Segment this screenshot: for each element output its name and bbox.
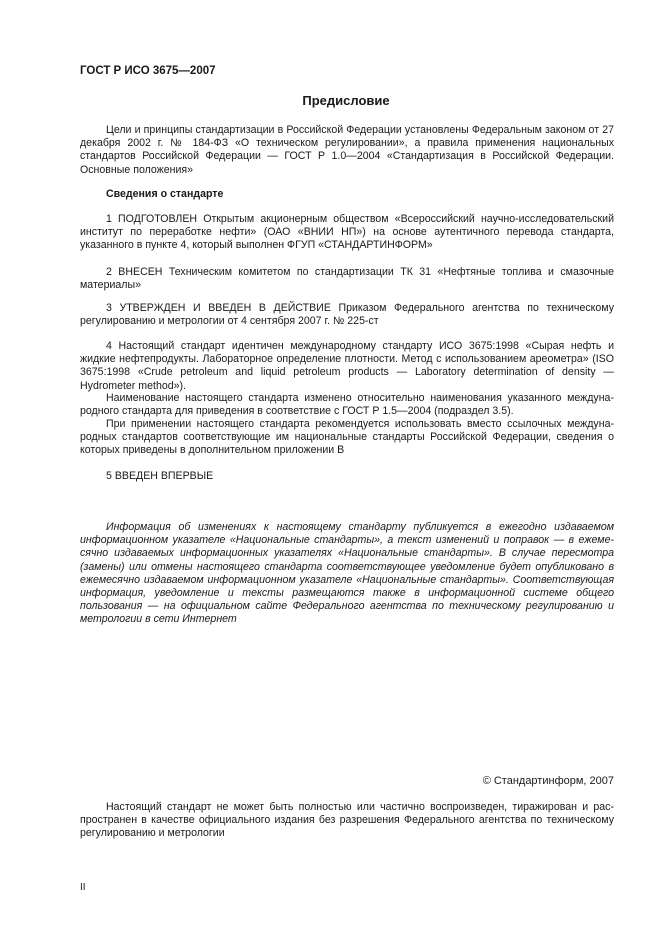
item-4-note-name: Наименование настоящего стандарта изменено относительно наименования указанного международного стандарта для приведения в соответствие с ГОСТ Р 1.5—2004 (подраздел 3.5). [80, 392, 614, 418]
item-4-note-references: При применении настоящего стандарта рекомендуется использовать вместо ссылочных международных стандартов соответствующие им национальные стандарты Российской Федерации, сведения о которых приведены в дополнительном приложении В [80, 418, 614, 457]
page-number: II [80, 882, 86, 893]
changes-notice: Информация об изменениях к настоящему стандарту публикуется в ежегодно издаваемом информационном указателе «Национальные стандарты», а текст изменений и поправок — в ежемесячно издаваемых информационных указателях «Национальные стандарты». В случае пересмотра (замены) или отмены настоящего стандарта соответствующее уведомление будет опубликовано в ежемесячно издаваемом информационном указателе «Национальные стандарты». Соответствующая информация, уведомление и тексты размещаются также в информационной системе общего пользования — на официальном сайте Федерального агентства по техническому регулированию и метрологии в сети Интернет [80, 521, 614, 626]
standard-code: ГОСТ Р ИСО 3675—2007 [80, 65, 216, 77]
copyright: © Стандартинформ, 2007 [482, 775, 614, 787]
item-4: 4 Настоящий стандарт идентичен международному стандарту ИСО 3675:1998 «Сырая нефть и жидкие нефтепродукты. Лабораторное определение плотности. Метод с использованием ареометра» (ISO 3675:1998 «Crude petroleum and liquid petroleum products — Laboratory determination of density — Hydrometer method»). [80, 340, 614, 392]
info-heading: Сведения о стандарте [106, 188, 224, 200]
item-5: 5 ВВЕДЕН ВПЕРВЫЕ [106, 470, 214, 482]
reproduction-notice: Настоящий стандарт не может быть полностью или частично воспроизведен, тиражирован и распространен в качестве официального издания без разрешения Федерального агентства по техническому регулированию и метрологии [80, 801, 614, 840]
item-1: 1 ПОДГОТОВЛЕН Открытым акционерным обществом «Всероссийский научно-исследовательский институт по переработке нефти» (ОАО «ВНИИ НП») на основе аутентичного перевода стандарта, указанного в пункте 4, который выполнен ФГУП «СТАНДАРТИНФОРМ» [80, 213, 614, 252]
item-3: 3 УТВЕРЖДЕН И ВВЕДЕН В ДЕЙСТВИЕ Приказом Федерального агентства по техническому регулированию и метрологии от 4 сентября 2007 г. № 225-ст [80, 302, 614, 328]
item-2: 2 ВНЕСЕН Техническим комитетом по стандартизации ТК 31 «Нефтяные топлива и смазочные материалы» [80, 266, 614, 292]
intro-paragraph: Цели и принципы стандартизации в Российской Федерации установлены Федеральным законом от 27 декабря 2002 г. № 184-ФЗ «О техническом регулировании», а правила применения национальных стандартов Российской Федерации — ГОСТ Р 1.0—2004 «Стандартизация в Российской Федерации. Основные положения» [80, 124, 614, 176]
page-title: Предисловие [302, 93, 390, 108]
